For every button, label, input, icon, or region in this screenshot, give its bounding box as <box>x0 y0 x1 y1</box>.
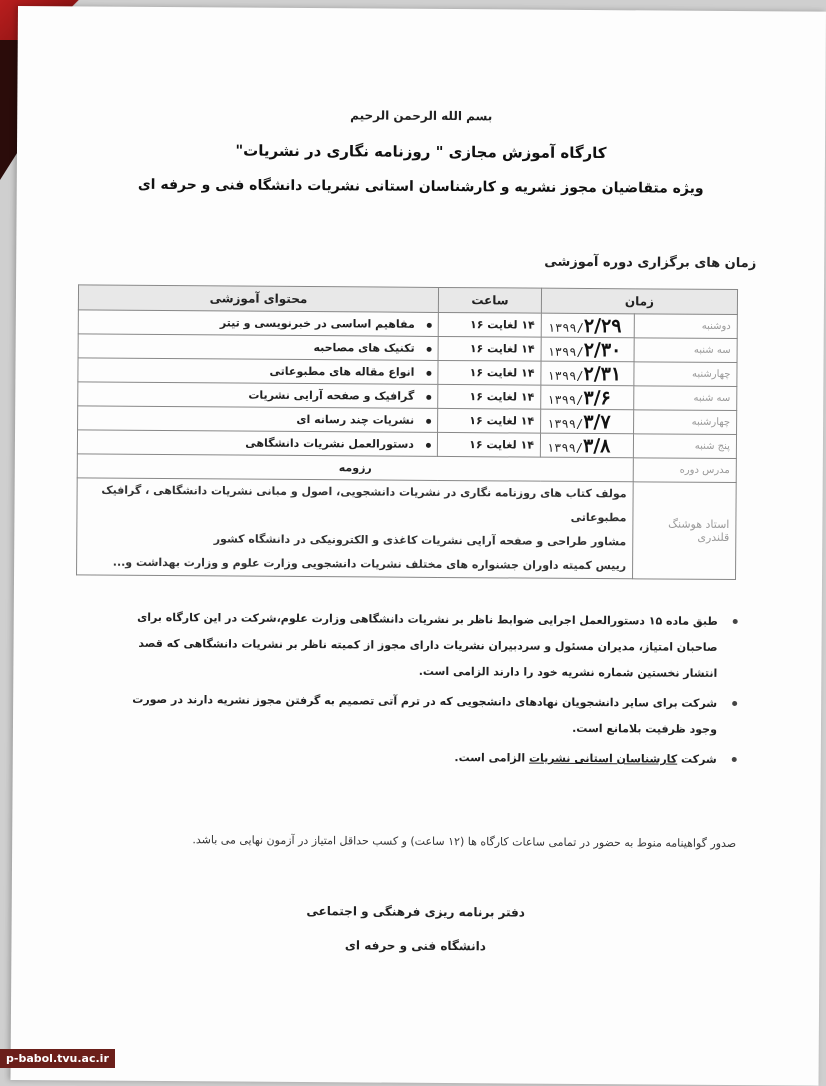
note-prefix: شرکت <box>681 752 717 766</box>
note-suffix: الزامی است. <box>454 751 526 765</box>
teacher-name: استاد هوشنگ قلندری <box>633 482 737 580</box>
date-cell <box>541 361 634 386</box>
date-handwritten: ۳/۶ <box>583 386 611 409</box>
column-header-hour: ساعت <box>438 287 541 313</box>
topic-cell <box>78 406 438 433</box>
day-cell: سه شنبه <box>634 386 737 411</box>
date-printed: ۱۳۹۹/ <box>547 392 584 407</box>
note-item <box>127 743 737 773</box>
topic-text: مفاهیم اساسی در خبرنویسی و تیتر <box>219 316 415 331</box>
date-handwritten: ۳/۸ <box>582 434 611 457</box>
bullet-icon <box>426 394 431 399</box>
topic-text: نشریات چند رسانه ای <box>296 412 415 427</box>
date-cell <box>541 313 634 338</box>
signature-university: دانشگاه فنی و حرفه ای <box>344 938 486 954</box>
topic-cell <box>78 334 438 361</box>
date-handwritten: ۳/۷ <box>583 410 611 433</box>
bullet-icon <box>427 346 432 351</box>
bullet-icon <box>427 322 432 327</box>
day-cell: چهارشنبه <box>634 362 737 387</box>
teacher-bio-line: مولف کتاب های روزنامه نگاری در نشریات دانشجویی، اصول و مبانی نشریات دانشگاهی ، گرافیک مطبوعاتی <box>101 483 627 525</box>
hour-cell: ۱۴ لغایت ۱۶ <box>437 432 540 457</box>
day-cell: پنج شنبه <box>633 434 736 459</box>
teacher-bio-line: مشاور طراحی و صفحه آرایی نشریات کاغذی و الکترونیکی در دانشگاه کشور <box>213 532 627 549</box>
schedule-table <box>76 284 738 580</box>
hour-cell: ۱۴ لغایت ۱۶ <box>438 312 541 337</box>
date-handwritten: ۲/۲۹ <box>583 314 622 337</box>
note-item <box>127 605 738 687</box>
bullet-icon <box>732 757 737 762</box>
resume-label: رزومه <box>77 454 633 482</box>
bullet-icon <box>426 370 431 375</box>
workshop-subtitle: ویژه متقاضیان مجوز نشریه و کارشناسان استانی نشریات دانشگاه فنی و حرفه ای <box>137 176 704 197</box>
date-cell <box>540 433 633 458</box>
teacher-row <box>77 478 737 580</box>
teacher-bio-line: رییس کمیته داوران جشنواره های مختلف نشریات دانشجویی وزارت علوم و وزارت بهداشت و... <box>112 555 627 573</box>
note-item <box>127 687 737 743</box>
topic-text: تکنیک های مصاحبه <box>313 341 415 355</box>
hour-cell: ۱۴ لغایت ۱۶ <box>438 408 541 433</box>
bismillah-heading: بسم الله الرحمن الرحیم <box>350 108 493 124</box>
schedule-heading: زمان های برگزاری دوره آموزشی <box>544 254 757 272</box>
instructor-label: مدرس دوره <box>633 458 736 483</box>
date-cell <box>541 385 634 410</box>
date-printed: ۱۳۹۹/ <box>547 368 584 383</box>
hour-cell: ۱۴ لغایت ۱۶ <box>438 336 541 361</box>
topic-cell <box>77 430 437 457</box>
date-printed: ۱۳۹۹/ <box>546 440 584 455</box>
date-printed: ۱۳۹۹/ <box>547 344 584 359</box>
topic-text: گرافیک و صفحه آرایی نشریات <box>248 388 415 403</box>
date-cell <box>541 409 634 434</box>
topic-cell <box>78 382 438 409</box>
date-printed: ۱۳۹۹/ <box>547 320 584 335</box>
topic-text: دستورالعمل نشریات دانشگاهی <box>245 436 414 451</box>
day-cell: سه شنبه <box>634 338 737 363</box>
day-cell: دوشنبه <box>634 314 737 339</box>
bullet-icon <box>426 442 431 447</box>
note-underlined-text: کارشناسان استانی نشریات <box>528 751 678 766</box>
document-page <box>11 6 826 1086</box>
topic-cell <box>78 358 438 385</box>
note-text: طبق ماده ۱۵ دستورالعمل اجرایی ضوابط ناظر بر نشریات دانشگاهی وزارت علوم،شرکت در این کارگاه برای صاحبان امتیاز، مدیران مسئول و سردبیران نشریات دارای مجوز از کمیته ناظر بر نشریات دانشگاهی که قصد انتشار نخستین شماره نشریه خود را دارند الزامی است. <box>137 610 718 680</box>
bullet-icon <box>733 619 738 624</box>
hour-cell: ۱۴ لغایت ۱۶ <box>438 360 541 385</box>
teacher-bio <box>77 478 634 579</box>
signature-office: دفتر برنامه ریزی فرهنگی و اجتماعی <box>306 904 525 920</box>
date-handwritten: ۲/۳۱ <box>583 362 622 385</box>
hour-cell: ۱۴ لغایت ۱۶ <box>438 384 541 409</box>
workshop-title: کارگاه آموزش مجازی " روزنامه نگاری در نشریات" <box>235 141 607 163</box>
bullet-icon <box>732 701 737 706</box>
date-printed: ۱۳۹۹/ <box>547 416 584 431</box>
topic-text: انواع مقاله های مطبوعاتی <box>269 364 415 379</box>
notes-list <box>127 605 738 777</box>
date-handwritten: ۲/۳۰ <box>583 338 622 361</box>
topic-cell <box>78 310 438 337</box>
date-cell <box>541 337 634 362</box>
column-header-topic: محتوای آموزشی <box>78 285 438 313</box>
note-text: شرکت برای سایر دانشجویان نهادهای دانشجویی که در ترم آتی تصمیم به گرفتن مجوز نشریه دارند در صورت وجود ظرفیت بلامانع است. <box>132 692 718 736</box>
certificate-footnote: صدور گواهینامه منوط به حضور در تمامی ساعات کارگاه ها (۱۲ ساعت) و کسب حداقل امتیاز در آزمون نهایی می باشد. <box>192 833 737 851</box>
bullet-icon <box>426 418 431 423</box>
column-header-date: زمان <box>541 288 737 314</box>
day-cell: چهارشنبه <box>634 410 737 435</box>
site-watermark: p-babol.tvu.ac.ir <box>0 1049 115 1068</box>
